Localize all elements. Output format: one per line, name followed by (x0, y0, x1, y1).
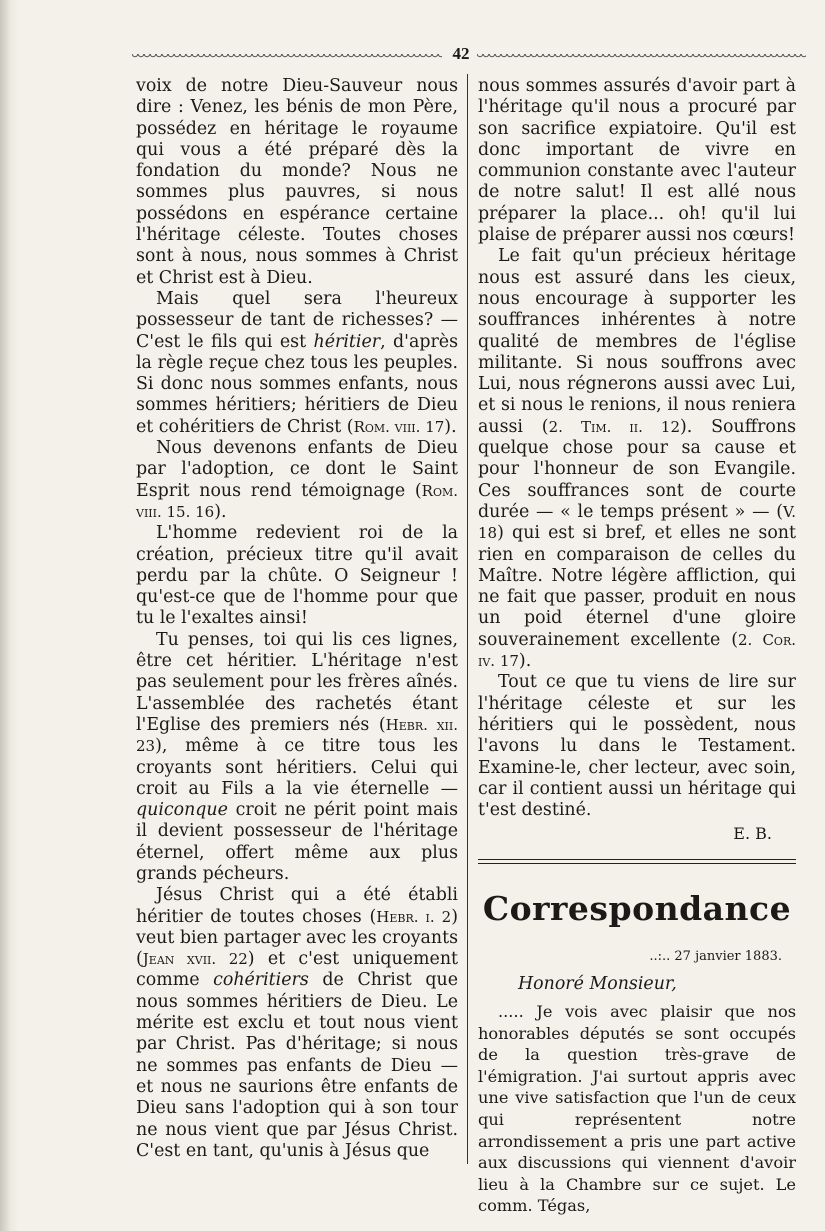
paragraph (136, 630, 458, 886)
text-run: ) qui est si bref, et elles ne sont rien en comparaison de celles du Maître. Notre légère affliction, qui ne fait que passer, produit en nous un poid éternel d'une gloire souverainement excellente ( (478, 523, 796, 650)
scripture-reference: 2. Tim. ii. 12 (548, 417, 681, 436)
text-run: croit ne périt point mais il devient possesseur de l'héritage éternel, offert même aux plus grands pécheurs. (136, 800, 458, 884)
text-run: Nous devenons enfants de Dieu par l'adoption, ce dont le Saint Esprit nous rend témoignage ( (136, 438, 458, 501)
letter-body: ..... Je vois avec plaisir que nos honorables députés se sont occupés de la question très-grave de l'émigration. J'ai surtout appris avec une vive satisfaction que l'un de ceux qui représentent notre arrondissement a pris une part active aux discussions qui viennent d'avoir lieu à la Chambre sur ce sujet. Le comm. Tégas, (478, 1001, 796, 1216)
letter-salutation: Honoré Monsieur, (518, 973, 677, 994)
scripture-reference: Hebr. i. 2 (376, 907, 452, 926)
section-divider (478, 859, 796, 864)
section-title: Correspondance (482, 888, 792, 928)
paragraph: L'homme redevient roi de la création, précieux titre qu'il avait perdu par la chûte. O Seigneur ! qu'est-ce que de l'homme pour que tu le l'exaltes ainsi! (136, 523, 458, 629)
paragraph: nous sommes assurés d'avoir part à l'héritage qu'il nous a procuré par son sacrifice expiatoire. Qu'il est donc important de vivre en communion constante avec l'auteur de notre salut! Il est allé nous préparer la place... oh! qu'il lui plaise de préparer aussi nos cœurs! (478, 76, 796, 246)
emphasis: héritier (313, 331, 381, 352)
emphasis: quiconque (136, 800, 228, 821)
scripture-reference: Rom. viii. 17 (353, 417, 445, 436)
paragraph (478, 246, 796, 672)
left-column (136, 76, 458, 1162)
text-run: ), même à ce titre tous les croyants sont héritiers. Celui qui croit au Fils a la vie éternelle — (136, 736, 458, 799)
text-run: ) veut bien partager avec les croyants ( (136, 906, 458, 970)
scripture-reference: Jean xvii. 22 (142, 950, 248, 969)
paragraph (136, 438, 458, 523)
scripture-reference: Rom. viii. 15. 16 (136, 481, 458, 521)
text-run: ). (444, 416, 457, 437)
text-run: , d'après la règle reçue chez tous les peuples. Si donc nous sommes enfants, nous sommes héritiers; héritiers de Dieu et cohéritiers de Christ ( (136, 331, 458, 437)
text-run: Le fait qu'un précieux héritage nous est assuré dans les cieux, nous encourage à supporter les souffrances inhérentes à notre qualité de membres de l'église militante. Si nous souffrons avec Lui, nous régnerons aussi avec Lui, et si nous le renions, il nous reniera aussi ( (478, 246, 796, 437)
text-run: de Christ que nous sommes héritiers de Dieu. Le mérite est exclu et tout nous vient par Christ. Pas d'héritage; si nous ne sommes pas enfants de Dieu — et nous ne saurions être enfants de Dieu sans l'adoption qui à son tour ne nous vient que par Jésus Christ. C'est en tant, qu'unis à Jésus que (136, 970, 458, 1161)
scripture-reference: 2. Cor. iv. 17 (478, 630, 796, 671)
text-run: Mais quel sera l'heureux possesseur de tant de richesses? — C'est le fils qui est (136, 288, 458, 352)
text-run: ). Souffrons quelque chose pour sa cause et pour l'honneur de son Evangile. Ces souffrances sont de courte durée — « le temps présent » — ( (478, 416, 796, 522)
paragraph: voix de notre Dieu-Sauveur nous dire : Venez, les bénis de mon Père, possédez en héritage le royaume qui vous a été préparé dès la fondation du monde? Nous ne sommes plus pauvres, si nous possédons en espérance certaine l'héritage céleste. Toutes choses sont à nous, nous sommes à Christ et Christ est à Dieu. (136, 76, 458, 288)
text-run: Tu penses, toi qui lis ces lignes, être cet héritier. L'héritage n'est pas seulement pour les frères aînés. L'assemblée des rachetés étant l'Eglise des premiers nés ( (136, 629, 458, 735)
page-header (132, 44, 806, 68)
text-run: ). (518, 651, 532, 672)
text-run: Jésus Christ qui a été établi héritier de toutes choses ( (136, 885, 458, 927)
author-signature: E. B. (733, 824, 772, 844)
page-edge-shadow (0, 0, 18, 1231)
scripture-reference: V. 18 (478, 502, 796, 543)
header-ornament-left (132, 54, 442, 58)
header-ornament-right (477, 54, 806, 58)
text-run: ). (214, 501, 227, 522)
right-column (478, 76, 796, 1217)
paragraph: Tout ce que tu viens de lire sur l'héritage céleste et sur les héritiers qui le possèdent, nous l'avons lu dans le Testament. Examine-le, cher lecteur, avec soin, car il contient aussi un héritage qui t'est destiné. (478, 672, 796, 821)
column-divider (467, 74, 468, 1164)
paragraph (136, 289, 458, 438)
page-number: 42 (452, 44, 470, 63)
text-run: ) et c'est uniquement comme (136, 949, 459, 991)
scripture-reference: Hebr. xii. 23 (136, 715, 458, 756)
letter-dateline: ..:.. 27 janvier 1883. (649, 948, 782, 964)
emphasis: cohéritiers (213, 970, 309, 991)
paragraph (136, 885, 458, 1162)
